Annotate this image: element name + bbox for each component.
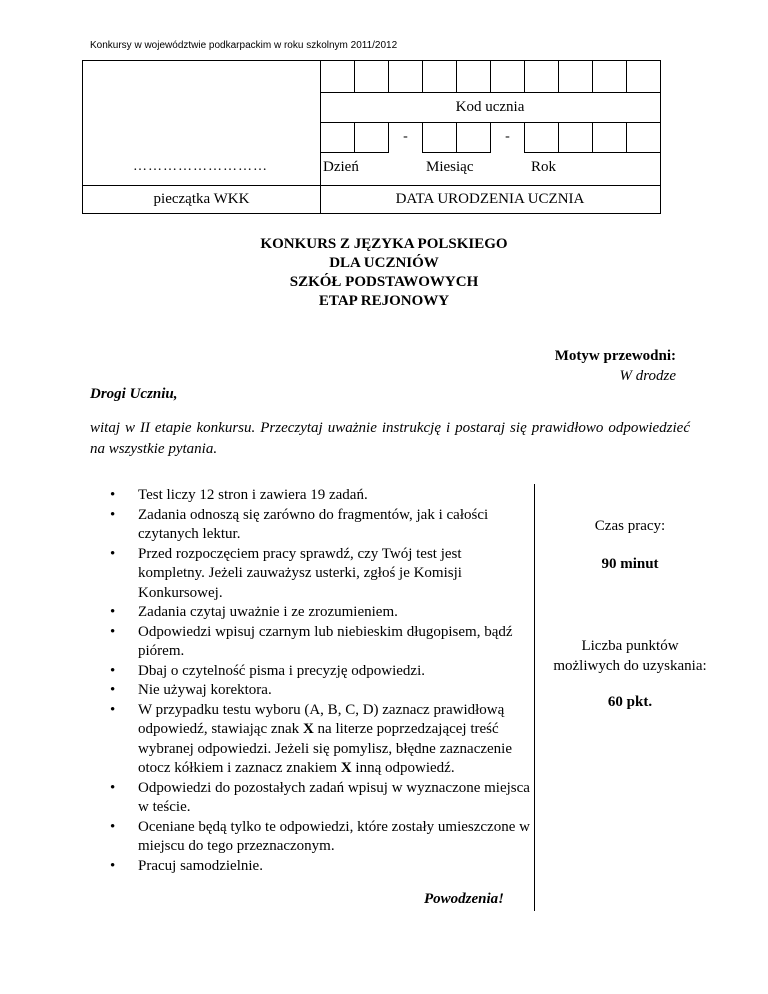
code-box[interactable]: [320, 61, 354, 92]
title-line: ETAP REJONOWY: [318, 293, 450, 309]
bullet-icon: •: [110, 545, 116, 562]
list-item: • W przypadku testu wyboru (A, B, C, D) zaznacz prawidłową odpowiedź, stawiając znak X na literze poprzedzającej treść wybranej odpowiedzi. Jeżeli się pomylisz, błędne zaznaczenie otocz kółkiem i zaznacz znakiem X inną odpowiedź.: [110, 701, 513, 776]
date-separator: -: [388, 123, 422, 153]
time-value: 90 minut: [601, 556, 659, 572]
student-info-table: [82, 60, 661, 214]
code-box[interactable]: [456, 61, 490, 92]
year-label: Rok: [531, 159, 557, 175]
list-item: • Odpowiedzi do pozostałych zadań wpisuj w wyznaczone miejsca w teście.: [110, 779, 530, 815]
code-box[interactable]: [558, 61, 592, 92]
month-label: Miesiąc: [426, 159, 474, 175]
points-value: 60 pkt.: [607, 694, 653, 710]
code-box[interactable]: [524, 61, 558, 92]
bullet-icon: •: [110, 506, 116, 523]
motto-label: Motyw przewodni:: [554, 348, 676, 364]
stamp-placeholder-dots: ………………………: [133, 159, 268, 174]
code-box[interactable]: [388, 61, 422, 92]
title-line: KONKURS Z JĘZYKA POLSKIEGO: [260, 236, 508, 252]
list-item: • Zadania czytaj uważnie i ze zrozumieniem.: [110, 603, 530, 623]
date-box[interactable]: [456, 123, 490, 153]
motto-value: W drodze: [619, 368, 676, 384]
greeting: Drogi Uczniu,: [90, 386, 178, 402]
date-box[interactable]: [592, 123, 626, 153]
bullet-icon: •: [110, 662, 116, 679]
code-box[interactable]: [354, 61, 388, 92]
list-item: • Test liczy 12 stron i zawiera 19 zadań.: [110, 486, 530, 506]
header-note: Konkursy w województwie podkarpackim w roku szkolnym 2011/2012: [90, 40, 398, 51]
birth-date-boxes: [320, 123, 660, 153]
list-item: • Pracuj samodzielnie.: [110, 857, 530, 877]
date-box[interactable]: [422, 123, 456, 153]
list-item: • Oceniane będą tylko te odpowiedzi, które zostały umieszczone w miejscu do tego przeznaczonym.: [110, 818, 530, 854]
code-box[interactable]: [422, 61, 456, 92]
bullet-icon: •: [110, 487, 116, 503]
code-box[interactable]: [592, 61, 626, 92]
code-box[interactable]: [626, 61, 660, 92]
bullet-icon: •: [110, 779, 116, 796]
day-label: Dzień: [323, 159, 359, 175]
bullet-icon: •: [110, 818, 116, 835]
document-title: [0, 235, 768, 311]
title-line: SZKÓŁ PODSTAWOWYCH: [289, 274, 479, 290]
intro-text: witaj w II etapie konkursu. Przeczytaj uważnie instrukcję i postaraj się prawidłowo odpowiedzieć na wszystkie pytania.: [90, 420, 690, 457]
date-box[interactable]: [626, 123, 660, 153]
date-box[interactable]: [558, 123, 592, 153]
list-item: • Przed rozpoczęciem pracy sprawdź, czy Twój test jest kompletny. Jeżeli zauważysz usterki, zgłoś je Komisji Konkursowej.: [110, 545, 462, 601]
date-box[interactable]: [524, 123, 558, 153]
good-luck-text: Powodzenia!: [424, 891, 505, 907]
title-line: DLA UCZNIÓW: [329, 255, 439, 271]
list-item: • Zadania odnoszą się zarówno do fragmentów, jak i całości czytanych lektur.: [110, 506, 489, 542]
date-box[interactable]: [320, 123, 354, 153]
list-item: • Dbaj o czytelność pisma i precyzję odpowiedzi.: [110, 662, 530, 682]
bullet-icon: •: [110, 682, 116, 698]
bullet-icon: •: [110, 604, 116, 620]
bullet-icon: •: [110, 857, 116, 874]
date-box[interactable]: [354, 123, 388, 153]
birth-date-label: DATA URODZENIA UCZNIA: [395, 191, 585, 207]
code-box[interactable]: [490, 61, 524, 92]
student-code-boxes: [320, 61, 660, 93]
date-labels: [320, 153, 660, 185]
time-label: Czas pracy:: [594, 518, 666, 534]
date-separator: -: [490, 123, 524, 153]
stamp-label: pieczątka WKK: [153, 191, 250, 207]
student-code-label: Kod ucznia: [320, 92, 660, 123]
bullet-icon: •: [110, 623, 116, 640]
bullet-icon: •: [110, 701, 116, 718]
points-label: Liczba punktów możliwych do uzyskania:: [553, 638, 707, 674]
list-item: • Nie używaj korektora.: [110, 681, 530, 701]
rules-list: [110, 486, 530, 876]
list-item: • Odpowiedzi wpisuj czarnym lub niebieskim długopisem, bądź piórem.: [110, 623, 513, 659]
column-divider: [534, 484, 535, 911]
motto: [555, 346, 676, 386]
